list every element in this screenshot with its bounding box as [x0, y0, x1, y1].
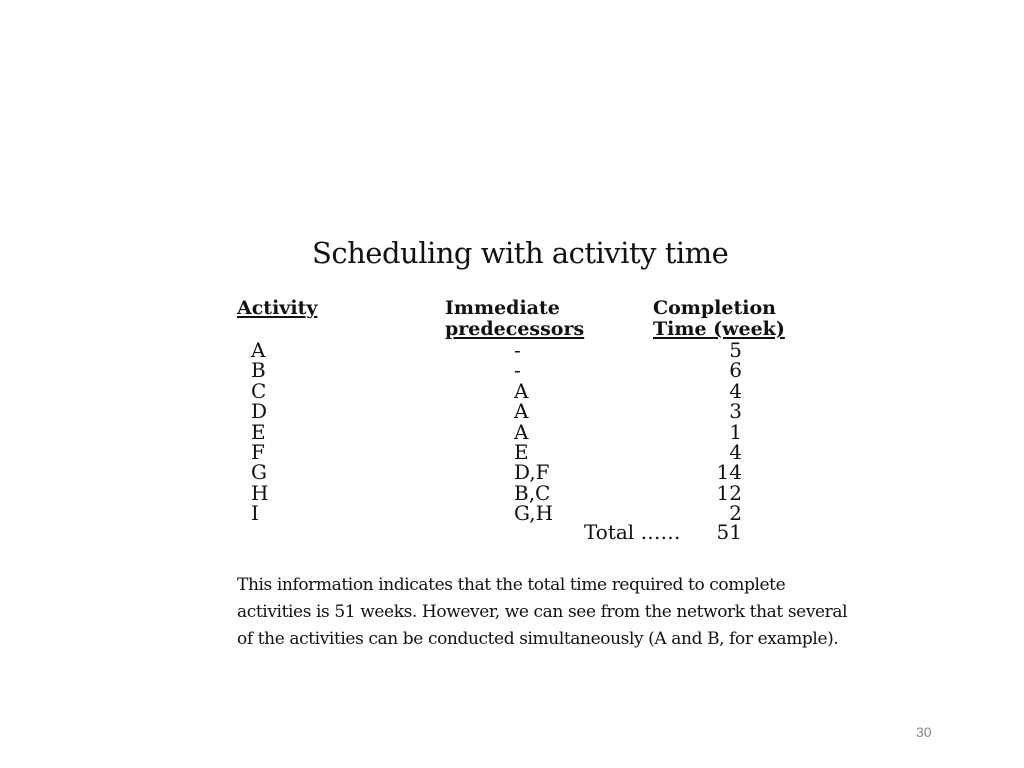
total-value: 51 [716, 520, 742, 544]
cell-time: 3 [729, 399, 742, 424]
header-pred-line1: Immediate [445, 297, 560, 319]
cell-time: 5 [729, 338, 742, 362]
cell-time: 12 [716, 480, 742, 505]
cell-activity: F [251, 439, 265, 464]
header-activity: Activity [237, 297, 318, 319]
table-row [0, 460, 1024, 485]
cell-activity: E [251, 419, 266, 444]
table-row [0, 399, 1024, 424]
cell-predecessors: A [514, 378, 529, 403]
table-row [0, 358, 1024, 383]
cell-activity: B [251, 358, 266, 383]
cell-time: 1 [729, 419, 742, 444]
cell-predecessors: - [514, 358, 521, 383]
header-completion-time [653, 298, 785, 340]
cell-predecessors: D,F [514, 460, 550, 485]
table-row [0, 480, 1024, 505]
cell-time: 4 [729, 439, 742, 464]
page-number: 30 [916, 724, 932, 740]
table-row [0, 340, 1024, 360]
cell-time: 2 [729, 501, 742, 526]
total-label: Total …… [584, 520, 681, 544]
table-row [0, 378, 1024, 403]
table-row [0, 501, 1024, 526]
header-time-line1: Completion [653, 297, 776, 319]
cell-time: 6 [729, 358, 742, 383]
cell-activity: D [251, 399, 268, 424]
table-row [0, 439, 1024, 464]
header-time-line2: Time (week) [653, 318, 785, 340]
header-pred-line2: predecessors [445, 318, 585, 340]
activity-table-body [0, 340, 1024, 524]
cell-predecessors: A [514, 399, 529, 424]
header-immediate-predecessors [445, 298, 584, 340]
explanation-paragraph [237, 572, 848, 653]
paragraph-line: of the activities can be conducted simultaneously (A and B, for example). [237, 629, 839, 649]
cell-activity: G [251, 460, 267, 485]
paragraph-line: This information indicates that the total time required to complete [237, 575, 786, 595]
cell-time: 4 [729, 378, 742, 403]
cell-predecessors: - [514, 338, 521, 362]
paragraph-line: activities is 51 weeks. However, we can see from the network that several [237, 602, 848, 622]
cell-activity: C [251, 378, 267, 403]
table-row [0, 419, 1024, 444]
cell-predecessors: B,C [514, 480, 551, 505]
cell-predecessors: G,H [514, 501, 554, 526]
cell-time: 14 [716, 460, 742, 485]
cell-activity: I [251, 501, 259, 526]
slide-title: Scheduling with activity time [312, 236, 729, 270]
cell-predecessors: A [514, 419, 529, 444]
cell-activity: A [251, 338, 266, 362]
cell-predecessors: E [514, 439, 529, 464]
cell-activity: H [251, 480, 269, 505]
